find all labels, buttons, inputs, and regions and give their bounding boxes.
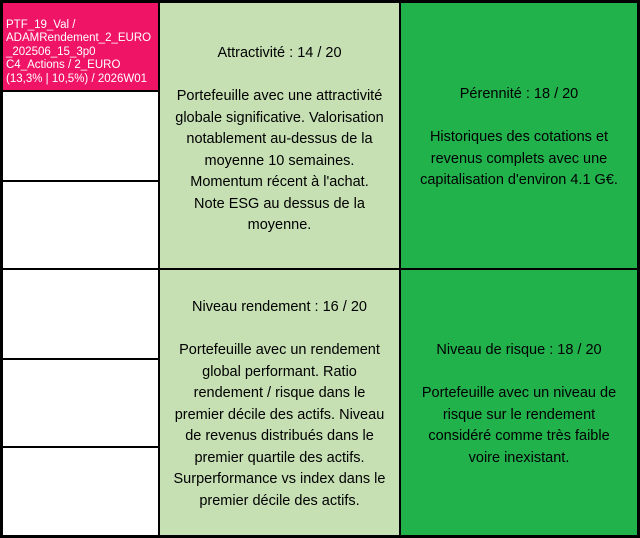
perennite-cell <box>400 2 638 269</box>
rendement-description: Portefeuille avec un rendement global performant. Ratio rendement / risque dans le premier décile des actifs. Niveau de revenus distribués dans le premier quartile des actifs. Surperformance vs index dans le premier décile des actifs. <box>173 342 386 509</box>
rendement-cell <box>159 269 400 536</box>
perennite-heading: Pérennité : 18 / 20 <box>459 86 579 102</box>
attractivite-description: Portefeuille avec une attractivité globale significative. Valorisation notablement au-dessus de la moyenne 10 semaines. Momentum récent à l'achat. Note ESG au dessus de la moyenne. <box>175 88 384 233</box>
empty-cell <box>2 269 159 359</box>
portfolio-title: PTF_19_Val / ADAMRendement_2_EURO _202506_15_3p0 C4_Actions / 2_EURO (13,3% | 10,5%) / 2026W01 <box>6 18 152 85</box>
risque-cell <box>400 269 638 536</box>
empty-cell <box>2 181 159 269</box>
empty-cell <box>2 359 159 447</box>
attractivite-heading: Attractivité : 14 / 20 <box>217 45 342 61</box>
perennite-description: Historiques des cotations et revenus complets avec une capitalisation d'environ 4.1 G€. <box>420 129 618 188</box>
attractivite-cell <box>159 2 400 269</box>
risque-heading: Niveau de risque : 18 / 20 <box>436 342 602 358</box>
portfolio-title-cell <box>2 2 159 91</box>
risque-description: Portefeuille avec un niveau de risque sur le rendement considéré comme très faible voire inexistant. <box>421 385 617 466</box>
empty-cell <box>2 447 159 536</box>
rendement-heading: Niveau rendement : 16 / 20 <box>192 299 367 315</box>
empty-cell <box>2 91 159 181</box>
